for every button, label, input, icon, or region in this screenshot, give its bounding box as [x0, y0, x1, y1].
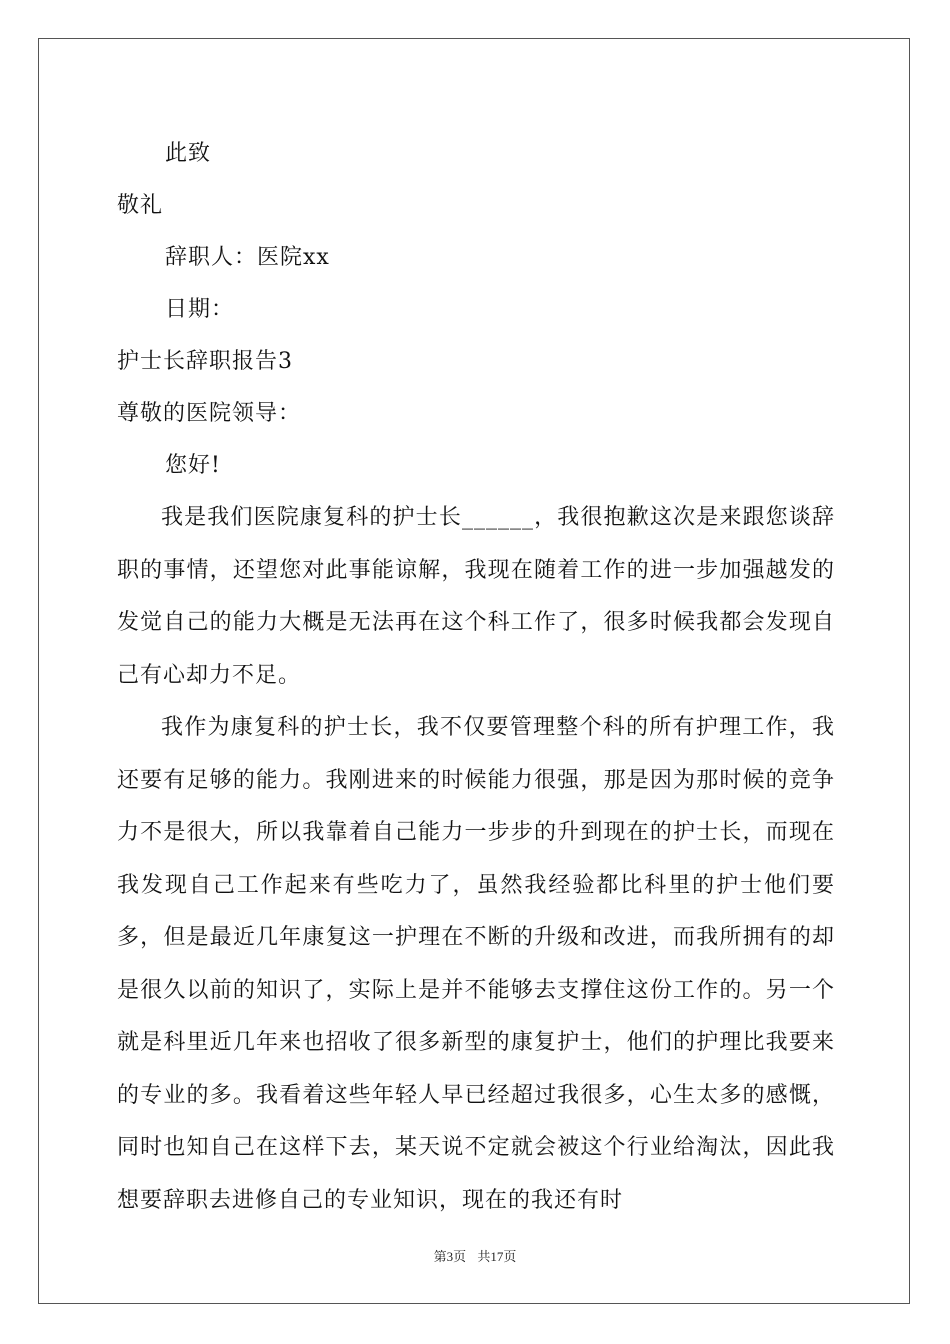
page-footer [0, 1246, 950, 1265]
addressee-line: 尊敬的医院领导： [117, 401, 302, 426]
body-paragraph-2: 我作为康复科的护士长，我不仅要管理整个科的所有护理工作，我还要有足够的能力。我刚进来的时候能力很强，那是因为那时候的竞争力不是很大，所以我靠着自己能力一步步的升到现在的护士长，而现在我发现自己工作起来有些吃力了，虽然我经验都比科里的护士他们要多，但是最近几年康复这一护理在不断的升级和改进，而我所拥有的却是很久以前的知识了，实际上是并不能够去支撑住这份工作的。另一个就是科里近几年来也招收了很多新型的康复护士，他们的护理比我要来的专业的多。我看着这些年轻人早已经超过我很多，心生太多的感慨，同时也知自己在这样下去，某天说不定就会被这个行业给淘汰，因此我想要辞职去进修自己的专业知识，现在的我还有时 [117, 715, 835, 1213]
closing-line: 此致 [165, 141, 212, 166]
page-number: 第3页 [433, 1249, 467, 1264]
resigner-line: 辞职人：医院xx [165, 245, 330, 270]
document-body [117, 128, 835, 1227]
date-line: 日期： [165, 297, 235, 322]
page-total: 共17页 [477, 1249, 517, 1264]
report-title: 护士长辞职报告3 [117, 349, 293, 374]
respect-line: 敬礼 [117, 193, 164, 218]
greeting-line: 您好! [165, 453, 221, 478]
body-paragraph-1: 我是我们医院康复科的护士长______，我很抱歉这次是来跟您谈辞职的事情，还望您对此事能谅解，我现在随着工作的进一步加强越发的发觉自己的能力大概是无法再在这个科工作了，很多时候我都会发现自己有心却力不足。 [117, 505, 835, 688]
